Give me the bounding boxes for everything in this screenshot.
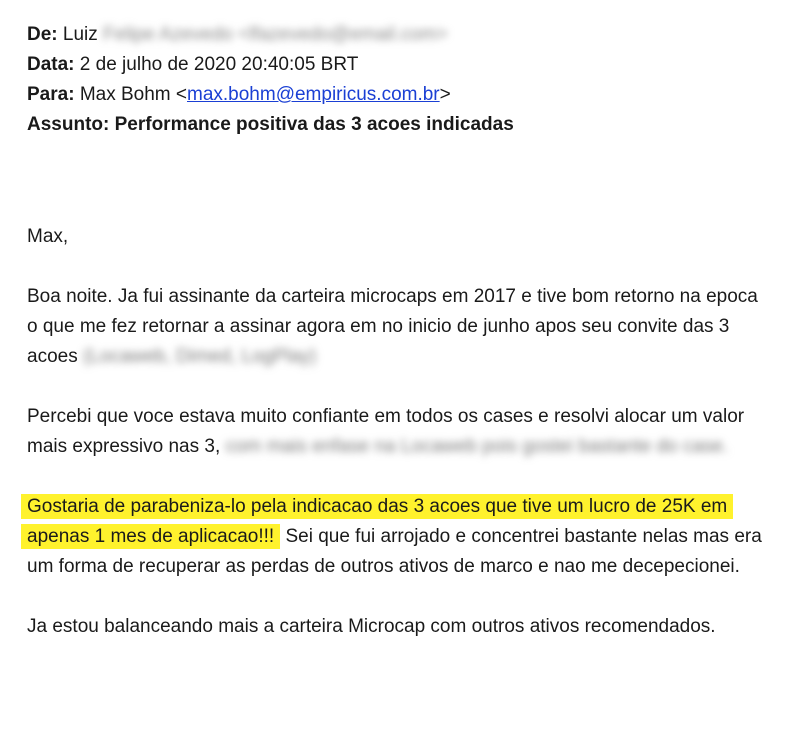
to-close: > <box>439 84 451 105</box>
to-email-link[interactable]: max.bohm@empiricus.com.br <box>187 84 440 105</box>
paragraph-3-text: Sei que fui arrojado e concentrei bastante nelas mas era um forma de recuperar as perdas de outros ativos de marco e nao me decepecionei. <box>27 526 762 577</box>
paragraph-1 <box>27 282 767 372</box>
from-label: De: <box>27 24 58 45</box>
from-redacted: Felipe Azevedo <lfazevedo@email.com> <box>103 24 448 45</box>
to-name: Max Bohm < <box>79 84 187 105</box>
paragraph-2-redacted: com mais enfase na Locaweb pois gostei bastante do case. <box>225 436 729 457</box>
email-body <box>27 222 767 642</box>
subject-row <box>27 110 514 140</box>
highlighted-text: Gostaria de parabeniza-lo pela indicacao das 3 acoes que tive um lucro de 25K em apenas 1 mes de aplicacao!!! <box>21 494 733 549</box>
to-label: Para: <box>27 84 75 105</box>
from-row <box>27 20 514 50</box>
subject-value: Performance positiva das 3 acoes indicadas <box>114 114 514 135</box>
paragraph-4: Ja estou balanceando mais a carteira Microcap com outros ativos recomendados. <box>27 616 716 637</box>
subject-label: Assunto: <box>27 114 110 135</box>
greeting: Max, <box>27 226 69 247</box>
date-label: Data: <box>27 54 75 75</box>
date-value: 2 de julho de 2020 20:40:05 BRT <box>79 54 359 75</box>
paragraph-2-text: Percebi que voce estava muito confiante em todos os cases e resolvi alocar um valor mais expressivo nas 3, <box>27 406 745 457</box>
email-header <box>27 20 514 140</box>
to-row <box>27 80 514 110</box>
date-row <box>27 50 514 80</box>
paragraph-1-redacted: (Locaweb, Dimed, LogPlay) <box>82 346 317 367</box>
paragraph-1-text: Boa noite. Ja fui assinante da carteira microcaps em 2017 e tive bom retorno na epoca o que me fez retornar a assinar agora em no inicio de junho apos seu convite das 3 acoes <box>27 286 758 367</box>
paragraph-2 <box>27 402 767 462</box>
paragraph-3 <box>27 492 767 582</box>
from-name: Luiz <box>62 24 98 45</box>
